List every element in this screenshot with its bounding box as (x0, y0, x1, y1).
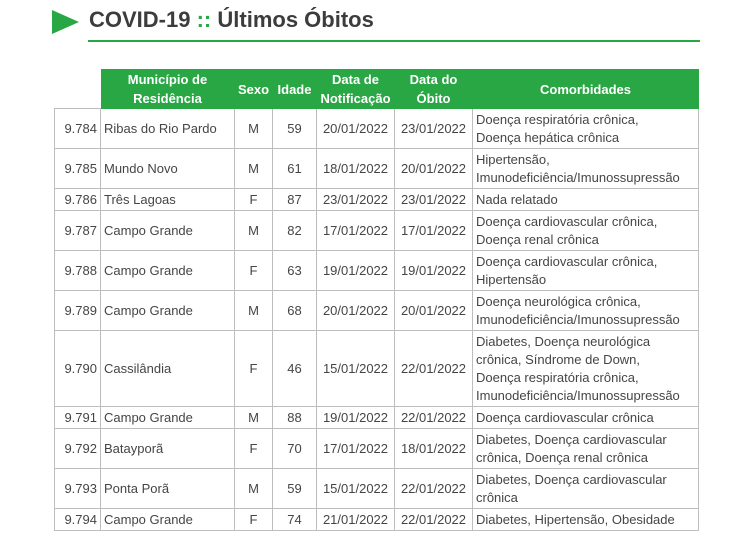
table-body (55, 109, 699, 531)
cell-data-notificacao: 15/01/2022 (317, 469, 395, 509)
cell-number: 9.791 (55, 407, 101, 429)
cell-idade: 63 (273, 251, 317, 291)
header-sexo: Sexo (235, 70, 273, 109)
cell-municipio: Campo Grande (101, 509, 235, 531)
table-row (55, 331, 699, 407)
comorbidade-line: Doença cardiovascular crônica (476, 409, 654, 425)
cell-idade: 68 (273, 291, 317, 331)
header-idade: Idade (273, 70, 317, 109)
cell-data-obito: 23/01/2022 (395, 109, 473, 149)
cell-number: 9.790 (55, 331, 101, 407)
cell-sexo: F (235, 509, 273, 531)
cell-idade: 87 (273, 189, 317, 211)
cell-number: 9.784 (55, 109, 101, 149)
cell-sexo: M (235, 149, 273, 189)
header-data-notificacao: Data de Notificação (317, 70, 395, 109)
comorbidade-line: Doença cardiovascular crônica, (476, 253, 658, 269)
cell-municipio: Campo Grande (101, 291, 235, 331)
table-row (55, 211, 699, 251)
comorbidade-line: Doença neurológica crônica, (476, 293, 641, 309)
cell-comorbidades (473, 251, 699, 291)
cell-data-obito: 22/01/2022 (395, 509, 473, 531)
cell-number: 9.793 (55, 469, 101, 509)
cell-data-notificacao: 15/01/2022 (317, 331, 395, 407)
comorbidade-line: Imunodeficiência/Imunossupressão (476, 311, 680, 327)
cell-number: 9.792 (55, 429, 101, 469)
cell-municipio: Ponta Porã (101, 469, 235, 509)
comorbidade-line: Diabetes, Doença cardiovascular (476, 431, 667, 447)
table-row (55, 149, 699, 189)
comorbidade-line: Diabetes, Doença cardiovascular (476, 471, 667, 487)
table-row (55, 109, 699, 149)
table-row (55, 189, 699, 211)
comorbidade-line: Doença cardiovascular crônica, (476, 213, 658, 229)
comorbidade-line: Diabetes, Doença neurológica (476, 333, 651, 349)
cell-sexo: M (235, 109, 273, 149)
cell-sexo: M (235, 407, 273, 429)
cell-data-notificacao: 18/01/2022 (317, 149, 395, 189)
title-main: COVID-19 (89, 7, 191, 32)
cell-idade: 59 (273, 469, 317, 509)
cell-number: 9.787 (55, 211, 101, 251)
cell-comorbidades (473, 109, 699, 149)
cell-data-notificacao: 17/01/2022 (317, 211, 395, 251)
cell-data-obito: 22/01/2022 (395, 469, 473, 509)
cell-data-notificacao: 19/01/2022 (317, 251, 395, 291)
cell-municipio: Três Lagoas (101, 189, 235, 211)
cell-data-obito: 17/01/2022 (395, 211, 473, 251)
table-header-row (55, 70, 699, 109)
cell-idade: 88 (273, 407, 317, 429)
comorbidade-line: Hipertensão (476, 271, 547, 287)
cell-municipio: Cassilândia (101, 331, 235, 407)
comorbidade-line: Doença hepática crônica (476, 129, 620, 145)
cell-idade: 70 (273, 429, 317, 469)
cell-idade: 61 (273, 149, 317, 189)
table-row (55, 291, 699, 331)
title-subtitle: Últimos Óbitos (217, 7, 374, 32)
comorbidade-line: crônica (476, 489, 518, 505)
cell-number: 9.785 (55, 149, 101, 189)
cell-idade: 82 (273, 211, 317, 251)
cell-comorbidades (473, 407, 699, 429)
cell-comorbidades (473, 189, 699, 211)
header-number (55, 70, 101, 109)
cell-municipio: Campo Grande (101, 407, 235, 429)
cell-data-notificacao: 21/01/2022 (317, 509, 395, 531)
cell-comorbidades (473, 469, 699, 509)
cell-number: 9.786 (55, 189, 101, 211)
cell-data-notificacao: 20/01/2022 (317, 109, 395, 149)
cell-sexo: M (235, 469, 273, 509)
cell-data-notificacao: 19/01/2022 (317, 407, 395, 429)
cell-idade: 46 (273, 331, 317, 407)
cell-sexo: F (235, 251, 273, 291)
title-separator: :: (196, 7, 212, 32)
cell-comorbidades (473, 211, 699, 251)
header-data-obito: Data do Óbito (395, 70, 473, 109)
table-row (55, 509, 699, 531)
cell-municipio: Ribas do Rio Pardo (101, 109, 235, 149)
comorbidade-line: Doença respiratória crônica, (476, 111, 639, 127)
cell-data-obito: 22/01/2022 (395, 407, 473, 429)
header-municipio: Município de Residência (101, 70, 235, 109)
deaths-table (54, 69, 699, 531)
cell-data-obito: 23/01/2022 (395, 189, 473, 211)
cell-data-notificacao: 23/01/2022 (317, 189, 395, 211)
header-comorbidades: Comorbidades (473, 70, 699, 109)
comorbidade-line: Diabetes, Hipertensão, Obesidade (476, 511, 675, 527)
title-divider (88, 40, 700, 42)
comorbidade-line: crônica, Doença renal crônica (476, 449, 648, 465)
cell-data-notificacao: 17/01/2022 (317, 429, 395, 469)
cell-municipio: Mundo Novo (101, 149, 235, 189)
cell-data-obito: 20/01/2022 (395, 149, 473, 189)
table-row (55, 429, 699, 469)
cell-sexo: M (235, 211, 273, 251)
cell-comorbidades (473, 149, 699, 189)
comorbidade-line: Doença respiratória crônica, (476, 369, 639, 385)
table-row (55, 407, 699, 429)
cell-sexo: F (235, 429, 273, 469)
comorbidade-line: crônica, Síndrome de Down, (476, 351, 641, 367)
cell-data-obito: 22/01/2022 (395, 331, 473, 407)
page-header (52, 6, 702, 36)
cell-data-obito: 20/01/2022 (395, 291, 473, 331)
comorbidade-line: Doença renal crônica (476, 231, 599, 247)
cell-comorbidades (473, 291, 699, 331)
table-row (55, 469, 699, 509)
cell-data-obito: 18/01/2022 (395, 429, 473, 469)
cell-comorbidades (473, 509, 699, 531)
cell-sexo: M (235, 291, 273, 331)
cell-data-obito: 19/01/2022 (395, 251, 473, 291)
cell-number: 9.788 (55, 251, 101, 291)
cell-municipio: Campo Grande (101, 211, 235, 251)
table-row (55, 251, 699, 291)
cell-municipio: Campo Grande (101, 251, 235, 291)
comorbidade-line: Hipertensão, (476, 151, 550, 167)
cell-municipio: Batayporã (101, 429, 235, 469)
cell-idade: 74 (273, 509, 317, 531)
cell-sexo: F (235, 331, 273, 407)
cell-idade: 59 (273, 109, 317, 149)
play-triangle-icon (52, 10, 79, 34)
cell-number: 9.789 (55, 291, 101, 331)
cell-number: 9.794 (55, 509, 101, 531)
page-title (89, 6, 374, 34)
cell-data-notificacao: 20/01/2022 (317, 291, 395, 331)
comorbidade-line: Imunodeficiência/Imunossupressão (476, 387, 680, 403)
comorbidade-line: Imunodeficiência/Imunossupressão (476, 169, 680, 185)
comorbidade-line: Nada relatado (476, 191, 558, 207)
cell-sexo: F (235, 189, 273, 211)
cell-comorbidades (473, 429, 699, 469)
cell-comorbidades (473, 331, 699, 407)
